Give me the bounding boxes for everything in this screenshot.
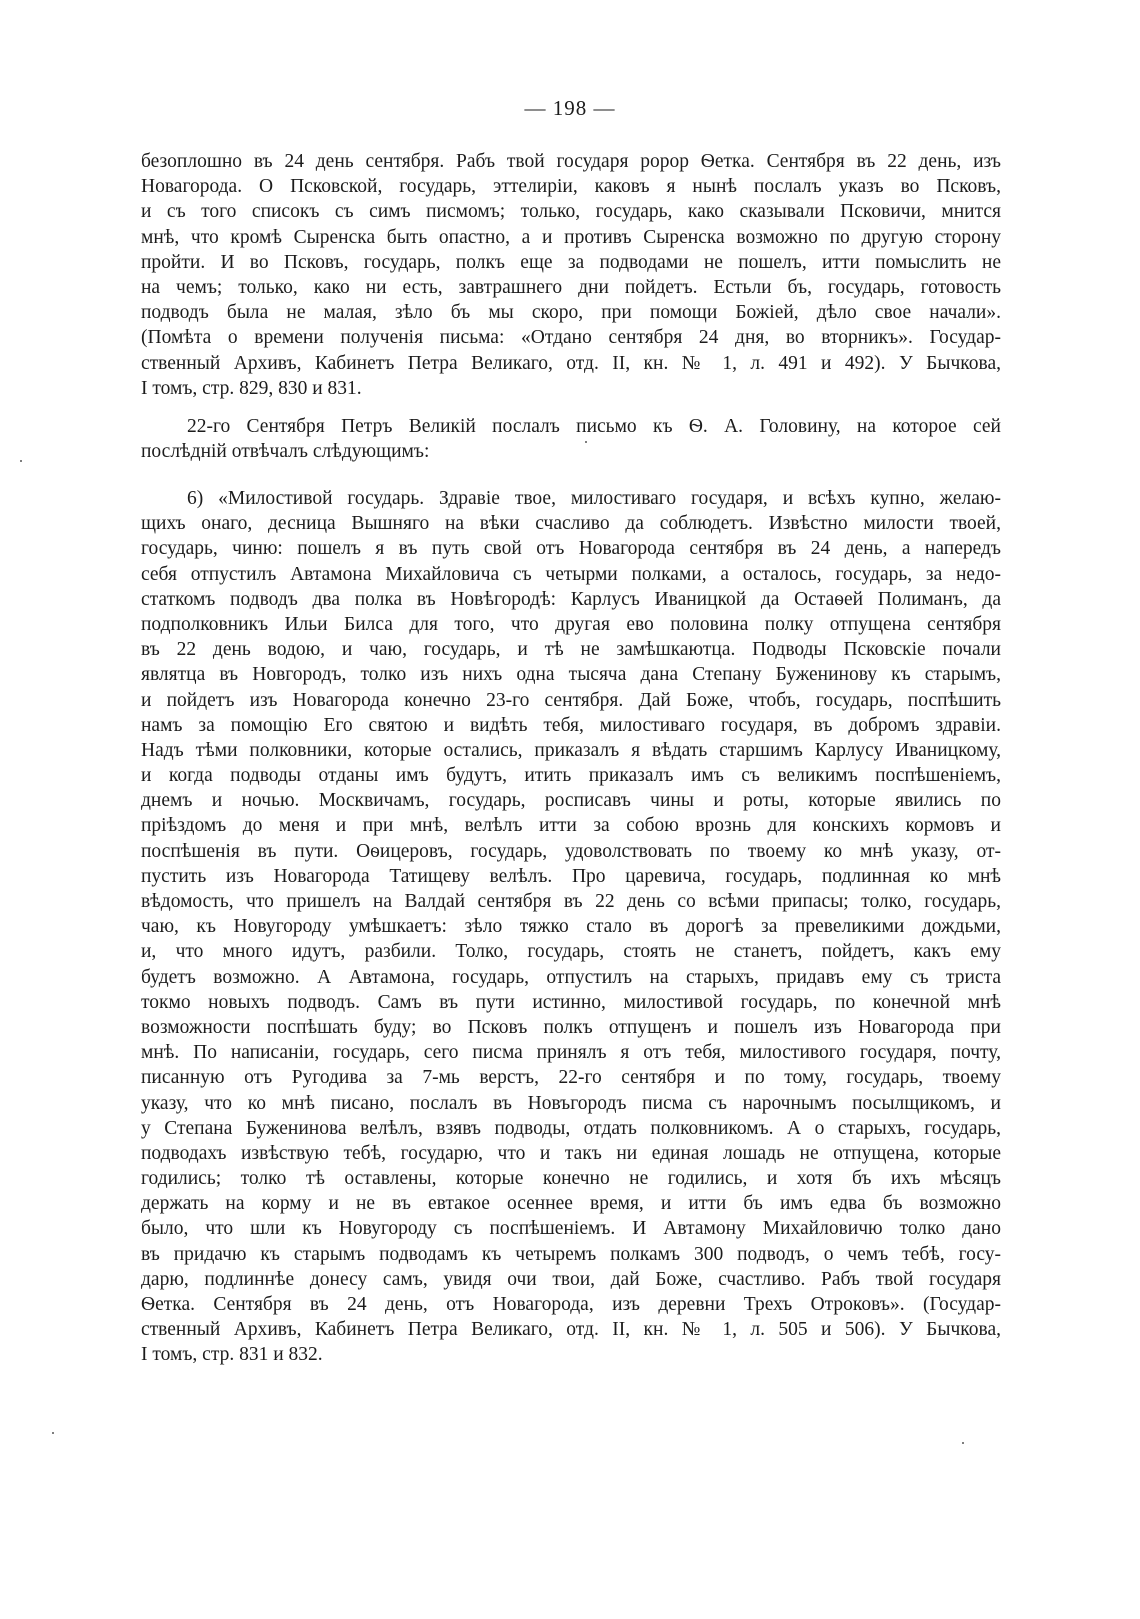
paragraph-letter-continuation [141,149,1001,401]
text-line: писанную отъ Ругодива за 7-мь верстъ, 22-го сентября и по тому, государь, твоему [141,1067,1001,1089]
paragraph-intro [141,414,1001,464]
text-line: возможности поспѣшать буду; во Псковъ полкъ отпущенъ и пошелъ изъ Новагорода при [141,1016,1001,1038]
text-line: дарю, подлиннѣе донесу самъ, увидя очи твои, дай Боже, счастливо. Рабъ твой государя [141,1268,1001,1290]
text-line: поспѣшенія въ пути. Оѳицеровъ, государь, удоволствовать по твоему ко мнѣ указу, от- [141,840,1001,862]
paragraph-letter-6 [141,486,1001,1368]
text-line: мнѣ. По написаніи, государь, сего писма принялъ я отъ тебя, милостивого государя, почту, [141,1042,1001,1064]
text-line: у Степана Буженинова велѣлъ, взявъ подводы, отдать полковникомъ. А о старыхъ, государь, [141,1117,1001,1139]
text-line: и съ того списокъ съ симъ писмомъ; только, государь, како сказывали Псковичи, мнится [141,201,1001,223]
text-line: было, что шли къ Новугороду съ поспѣшеніемъ. И Автамону Михайловичю толко дано [141,1218,1001,1240]
text-line: пустить изъ Новагорода Татищеву велѣлъ. Про царевича, государь, подлинная ко мнѣ [141,865,1001,887]
text-line: указу, что ко мнѣ писано, послалъ въ Новъгородъ писма съ нарочнымъ посылщикомъ, и [141,1092,1001,1114]
text-line: являтца въ Новгородъ, толко изъ нихъ одна тысяча дана Степану Буженинову къ старымъ, [141,664,1001,686]
text-line: и, что много идутъ, разбили. Толко, государь, стоять не станетъ, пойдетъ, какъ ему [141,941,1001,963]
text-line: намъ за помощію Его святою и видѣть тебя, милостиваго государя, въ добромъ здравіи. [141,714,1001,736]
text-line: щихъ онаго, десница Вышняго на вѣки счасливо да соблюдетъ. Извѣстно милости твоей, [141,513,1001,535]
text-line: токмо новыхъ подводъ. Самъ въ пути истинно, милостивой государь, по конечной мнѣ [141,991,1001,1013]
text-line: 6) «Милостивой государь. Здравіе твое, милостиваго государя, и всѣхъ купно, желаю- [187,488,1001,509]
text-line: себя отпустилъ Автамона Михайловича съ четырми полками, а осталось, государь, за недо- [141,563,1001,585]
text-line: пройти. И во Псковъ, государь, полкъ еще за подводами не пошелъ, итти помыслить не [141,251,1001,273]
text-line: днемъ и ночью. Москвичамъ, государь, росписавъ чины и роты, которые явились по [141,790,1001,812]
text-line: на чемъ; только, како ни есть, завтрашнего дни пойдетъ. Естьли бъ, государь, готовость [141,276,1001,298]
text-line: подполковникъ Ильи Билса для того, что другая ево половина полку отпущена сентября [141,613,1001,635]
text-line: статкомъ подводъ два полка въ Новѣгородѣ: Карлусъ Иваницкой да Остаѳей Полиманъ, да [141,588,1001,610]
text-line: I томъ, стр. 831 и 832. [141,1344,323,1366]
scan-speck [52,1432,54,1434]
text-line: (Помѣта о времени полученія письма: «Отдано сентября 24 дня, во вторникъ». Государ- [141,327,1001,349]
text-line: Надъ тѣми полковники, которые остались, приказалъ я вѣдать старшимъ Карлусу Иваницкому, [141,739,1001,761]
text-line: подводъ была не малая, зѣло бъ мы скоро, при помощи Божіей, дѣло свое начали». [141,302,1001,324]
text-line: I томъ, стр. 829, 830 и 831. [141,377,362,399]
text-line: чаю, къ Новугороду умѣшкаетъ: зѣло тяжко стало въ дорогѣ за превеликими дождьми, [141,916,1001,938]
text-line: пріѣздомъ до меня и при мнѣ, велѣлъ итти за собою врознь для конскихъ кормовъ и [141,815,1001,837]
scan-speck [20,460,22,462]
text-line: 22-го Сентября Петръ Великій послалъ письмо къ Ѳ. А. Головину, на которое сей [187,416,1001,437]
scan-speck [962,1442,964,1444]
text-line: и пойдетъ изъ Новагорода конечно 23-го сентября. Дай Боже, чтобъ, государь, поспѣшить [141,689,1001,711]
text-line: послѣдній отвѣчалъ слѣдующимъ: [141,441,430,463]
text-line: ственный Архивъ, Кабинетъ Петра Великаго, отд. II, кн. № 1, л. 505 и 506). У Бычкова, [141,1319,1001,1341]
text-line: государь, чиню: пошелъ я въ путь свой отъ Новагорода сентября въ 24 день, а напередъ [141,538,1001,560]
text-line: Новагорода. О Псковской, государь, эттелиріи, каковъ я нынѣ послалъ указъ во Псковъ, [141,176,1001,198]
text-line: будетъ возможно. А Автамона, государь, отпустилъ на старыхъ, придавъ ему съ триста [141,966,1001,988]
text-line: мнѣ, что кромѣ Сыренска быть опастно, а и противъ Сыренска возможно по другую сторону [141,226,1001,248]
text-line: и когда подводы отданы имъ будутъ, итить приказалъ имъ съ великимъ поспѣшеніемъ, [141,765,1001,787]
text-line: держать на корму и не въ евтакое осеннее время, и итти бъ имъ едва бъ возможно [141,1193,1001,1215]
text-line: подводахъ извѣствую тебѣ, государю, что и такъ ни единая лошадь не отпущена, которые [141,1142,1001,1164]
text-line: вѣдомость, что пришелъ на Валдай сентября въ 22 день со всѣми припасы; толко, государь, [141,891,1001,912]
text-line: въ 22 день водою, и чаю, государь, и тѣ не замѣшкаютца. Подводы Псковскіе почали [141,639,1001,661]
text-line: годились; толко тѣ оставлены, которые конечно не годились, и хотя бъ ихъ мѣсяцъ [141,1168,1001,1190]
text-line: ственный Архивъ, Кабинетъ Петра Великаго, отд. II, кн. № 1, л. 491 и 492). У Бычкова, [141,352,1001,374]
text-line: Ѳетка. Сентября въ 24 день, отъ Новагорода, изъ деревни Трехъ Отроковъ». (Государ- [141,1294,1001,1315]
text-line: безоплошно въ 24 день сентября. Рабъ твой государя ророр Ѳетка. Сентября въ 22 день, изъ [141,151,1001,172]
page-number: — 198 — [524,96,616,120]
scan-speck [585,441,587,443]
text-line: въ придачю къ старымъ подводамъ къ четыремъ полкамъ 300 подводъ, о чемъ тебѣ, госу- [141,1243,1001,1265]
